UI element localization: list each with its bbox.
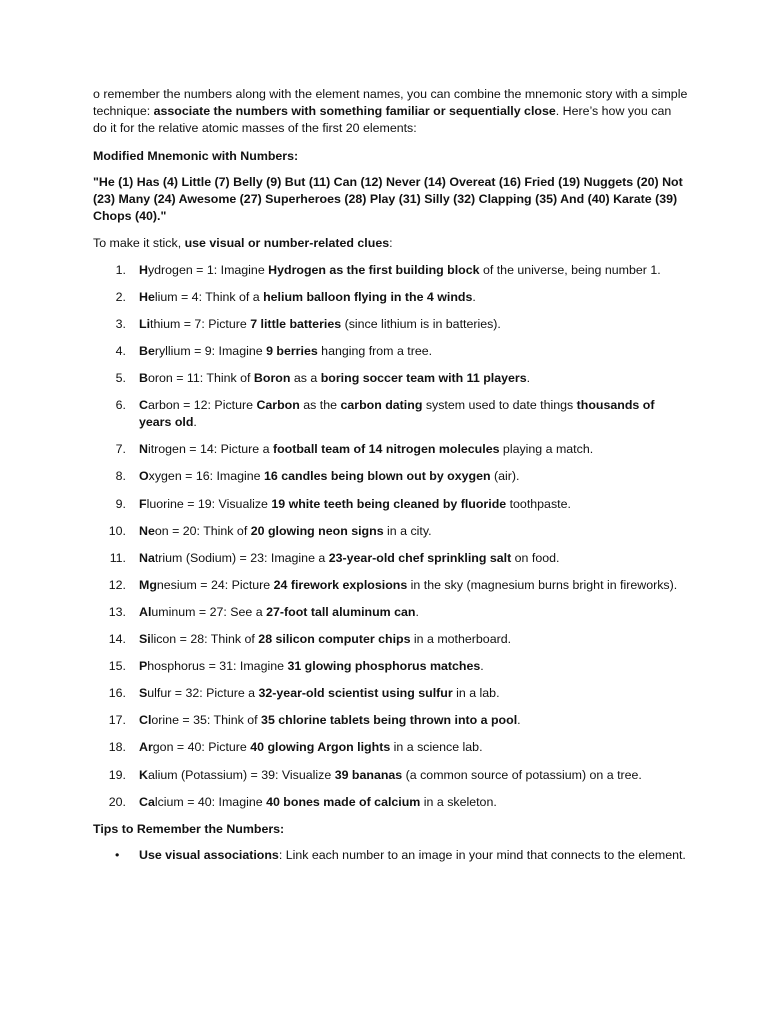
- item-emphasis: 24 firework explosions: [273, 577, 408, 592]
- item-text: itrogen = 14: Picture a: [147, 442, 273, 457]
- item-text: in a skeleton.: [420, 794, 497, 809]
- list-number: 11.: [109, 550, 126, 565]
- list-number: 2.: [115, 289, 126, 304]
- element-symbol: Mg: [139, 577, 157, 592]
- tip-emphasis: Use visual associations: [139, 847, 279, 862]
- item-emphasis: thousands of years old: [139, 398, 655, 430]
- list-number: 9.: [115, 496, 126, 511]
- intro-paragraph: [93, 86, 688, 138]
- item-text: of the universe, being number 1.: [479, 262, 661, 277]
- element-symbol: Be: [139, 343, 155, 358]
- list-item: [93, 468, 688, 485]
- item-text: .: [517, 713, 521, 728]
- item-emphasis: Boron: [253, 371, 291, 385]
- list-item: [93, 316, 688, 333]
- list-item: [93, 794, 688, 811]
- list-number: 16.: [108, 686, 126, 701]
- item-text: .: [526, 371, 531, 385]
- mnemonic-sentence: "He (1) Has (4) Little (7) Belly (9) But (11) Can (12) Never (14) Overeat (16) Fried (19) Nuggets (20) Not (23) Many (24) Awesome (27) Superheroes (28) Play (31) Silly (32) Clapping (35) And (40) Karate (39) Chops (40).": [93, 174, 683, 224]
- list-item: [93, 343, 688, 360]
- item-emphasis: 39 bananas: [334, 767, 403, 782]
- list-number: 12.: [108, 577, 126, 592]
- item-text: in a motherboard.: [410, 632, 512, 647]
- list-number: 3.: [115, 316, 126, 331]
- item-emphasis: boring soccer team with 11 players: [320, 371, 527, 385]
- item-text: in a science lab.: [390, 740, 483, 755]
- item-emphasis: 32-year-old scientist using sulfur: [258, 686, 453, 701]
- list-item: [93, 631, 688, 648]
- list-number: 4.: [115, 343, 126, 358]
- item-text: playing a match.: [499, 442, 594, 457]
- item-text: trium (Sodium) = 23: Imagine a: [154, 550, 329, 565]
- item-text: arbon = 12: Picture: [147, 398, 257, 413]
- tips-heading: Tips to Remember the Numbers:: [93, 821, 285, 836]
- list-item: [93, 550, 688, 567]
- list-number: 10.: [108, 523, 126, 538]
- list-number: 14.: [108, 632, 126, 647]
- item-emphasis: 27-foot tall aluminum can: [266, 604, 416, 619]
- item-emphasis: helium balloon flying in the 4 winds: [263, 289, 473, 304]
- list-number: 17.: [108, 713, 126, 728]
- item-text: ydrogen = 1: Imagine: [147, 262, 269, 277]
- list-item: [93, 496, 688, 513]
- item-text: hosphorus = 31: Imagine: [147, 659, 288, 674]
- list-item: [93, 397, 688, 431]
- make-it-stick-colon: :: [389, 236, 393, 251]
- item-emphasis: football team of 14 nitrogen molecules: [272, 442, 500, 457]
- intro-emphasis: associate the numbers with something familiar or sequentially close: [153, 104, 556, 119]
- item-text: hanging from a tree.: [317, 343, 433, 358]
- list-number: 8.: [115, 469, 126, 484]
- item-emphasis: Carbon: [256, 398, 300, 413]
- item-emphasis: carbon dating: [340, 398, 423, 413]
- element-symbol: Li: [139, 316, 151, 331]
- list-number: 13.: [108, 604, 126, 619]
- item-text: thium = 7: Picture: [150, 316, 251, 331]
- list-item: [93, 370, 688, 387]
- list-item: [93, 712, 688, 729]
- element-symbol: C: [139, 398, 148, 413]
- intro-text-end: . Here’s how you can do it for the relative atomic masses of the first 20 elements:: [93, 104, 672, 136]
- element-symbol: Si: [139, 632, 151, 647]
- list-item: [93, 289, 688, 306]
- item-text: (since lithium is in batteries).: [341, 316, 501, 331]
- element-symbol: Ca: [139, 794, 155, 809]
- item-emphasis: 20 glowing neon signs: [250, 523, 384, 538]
- item-emphasis: 7 little batteries: [250, 316, 342, 331]
- item-text: .: [415, 604, 419, 619]
- element-symbol: Cl: [139, 713, 152, 728]
- element-symbol: S: [139, 686, 148, 701]
- item-emphasis: 16 candles being blown out by oxygen: [264, 469, 491, 484]
- item-emphasis: 23-year-old chef sprinkling salt: [328, 550, 512, 565]
- list-number: 19.: [108, 767, 126, 782]
- item-text: on = 20: Think of: [154, 523, 251, 538]
- item-text: ryllium = 9: Imagine: [154, 343, 267, 358]
- item-text: .: [193, 415, 197, 430]
- item-text: orine = 35: Think of: [151, 713, 262, 728]
- element-symbol: K: [139, 767, 148, 782]
- element-symbol: N: [139, 442, 148, 457]
- item-text: ulfur = 32: Picture a: [147, 686, 259, 701]
- make-it-stick-paragraph: [93, 235, 688, 252]
- element-symbol: Ar: [139, 740, 153, 755]
- item-text: (a common source of potassium) on a tree.: [402, 767, 642, 782]
- item-text: system used to date things: [422, 398, 577, 413]
- item-text: lium = 4: Think of a: [154, 289, 264, 304]
- tip-item: [93, 847, 688, 864]
- item-text: .: [472, 289, 476, 304]
- make-it-stick-emphasis: use visual or number-related clues: [184, 236, 390, 251]
- item-emphasis: 40 bones made of calcium: [266, 794, 421, 809]
- element-symbol: O: [139, 469, 149, 484]
- item-text: licon = 28: Think of: [150, 632, 259, 647]
- item-text: (air).: [490, 469, 520, 484]
- element-symbol: F: [139, 496, 147, 511]
- item-emphasis: 19 white teeth being cleaned by fluoride: [271, 496, 507, 511]
- item-emphasis: Hydrogen as the first building block: [268, 262, 480, 277]
- element-symbol: He: [139, 289, 155, 304]
- item-text: toothpaste.: [506, 496, 571, 511]
- item-emphasis: 35 chlorine tablets being thrown into a pool: [261, 713, 518, 728]
- list-item: [93, 658, 688, 675]
- list-item: [93, 523, 688, 540]
- item-emphasis: 28 silicon computer chips: [258, 632, 411, 647]
- item-text: luorine = 19: Visualize: [146, 496, 272, 511]
- item-emphasis: 31 glowing phosphorus matches: [287, 659, 481, 674]
- tips-list: [93, 847, 688, 864]
- element-symbol: Ne: [139, 523, 155, 538]
- element-list: [93, 262, 688, 811]
- item-text: uminum = 27: See a: [151, 604, 267, 619]
- bullet-icon: •: [115, 847, 120, 862]
- list-item: [93, 739, 688, 756]
- intro-text: o remember the numbers along with the element names, you can combine the mnemonic story with a simple technique:: [93, 87, 688, 119]
- list-number: 1.: [115, 262, 126, 277]
- list-item: [93, 604, 688, 621]
- element-symbol: Al: [139, 604, 152, 619]
- list-number: 20.: [108, 794, 126, 809]
- item-text: oron = 11: Think of: [147, 371, 254, 385]
- item-text: nesium = 24: Picture: [156, 577, 274, 592]
- section-heading: Modified Mnemonic with Numbers:: [93, 148, 299, 163]
- item-text: in the sky (magnesium burns bright in fireworks).: [407, 577, 678, 592]
- list-item: [93, 577, 688, 594]
- list-item: [93, 262, 688, 279]
- list-item: [93, 767, 688, 784]
- element-symbol: B: [139, 371, 148, 385]
- item-text: alium (Potassium) = 39: Visualize: [147, 767, 335, 782]
- item-text: as a: [290, 371, 321, 385]
- list-number: 6.: [115, 398, 126, 413]
- item-text: gon = 40: Picture: [152, 740, 251, 755]
- item-emphasis: 40 glowing Argon lights: [250, 740, 391, 755]
- item-emphasis: 9 berries: [266, 343, 318, 358]
- make-it-stick-text: To make it stick,: [93, 236, 185, 251]
- list-item: [93, 441, 688, 458]
- list-number: 18.: [108, 740, 126, 755]
- list-number: 7.: [115, 442, 126, 457]
- tip-text: : Link each number to an image in your mind that connects to the element.: [278, 847, 686, 862]
- item-text: .: [480, 659, 484, 674]
- element-symbol: Na: [139, 550, 155, 565]
- item-text: xygen = 16: Imagine: [148, 469, 265, 484]
- item-text: in a lab.: [452, 686, 500, 701]
- item-text: in a city.: [383, 523, 432, 538]
- list-number: 15.: [108, 659, 126, 674]
- element-symbol: P: [139, 659, 148, 674]
- item-text: on food.: [511, 550, 560, 565]
- item-text: lcium = 40: Imagine: [154, 794, 267, 809]
- list-item: [93, 685, 688, 702]
- element-symbol: H: [139, 262, 148, 277]
- item-text: as the: [299, 398, 341, 413]
- list-number: 5.: [115, 371, 126, 385]
